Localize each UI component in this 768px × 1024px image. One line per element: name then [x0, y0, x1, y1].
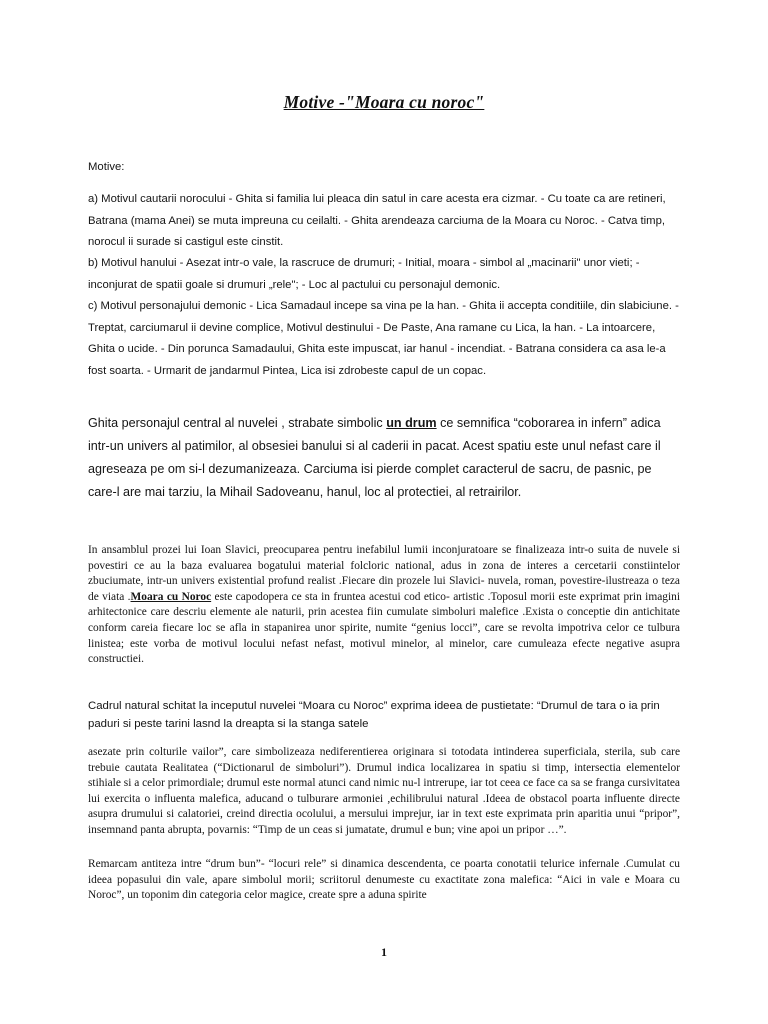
motive-heading: Motive: — [88, 161, 125, 173]
paragraph-motive-c: c) Motivul personajului demonic - Lica Samadaul incepe sa vina pe la han. - Ghita ii accepta conditiile, din slabiciune. - Treptat, carciumarul ii devine complice, Motivul destinului - De Paste, Ana ramane cu Lica, la han. - La intoarcere, Ghita o ucide. - Din porunca Samadaului, Ghita este impuscat, iar hanul - incendiat. - Batrana considera ca asa le-a fost soarta. - Urmarit de jandarmul Pintea, Lica isi zdrobeste capul de un copac. — [88, 300, 679, 377]
un-drum-link[interactable]: un drum — [386, 416, 437, 430]
paragraph-cadrul-natural: Cadrul natural schitat la inceputul nuvelei “Moara cu Noroc” exprima ideea de pustietate: “Drumul de tara o ia prin paduri si peste tarini lasnd la dreapta si la stanga satele — [88, 700, 660, 730]
page-title: Motive -"Moara cu noroc" — [283, 92, 485, 112]
paragraph-asezate: asezate prin colturile vailor”, care simbolizeaza nediferentierea originara si totodata intinderea superficiala, sterila, sub care trebuie cautata Realitatea (“Dictionarul de simboluri”). Drumul indica localizarea in spatiu si timp, intersectia elementelor stihiale si a celor primordiale; drumul este normal atunci cand nimic nu-l intrerupe, iar tot ceea ce face ca sa se franga cursivitatea lui exercita o influenta malefica, aducand o tulburare armoniei ,echilibrului natural .Ideea de obstacol poarta influente directe asupra drumului si calatoriei, creind directia ocolului, a mersului imprejur, iar in text este exprimata prin aparitia unui “pripor”, insemnand panta abrupta, povarnis: “Timp de un ceas si jumatate, drumul e bun; vine apoi un pripor …”. — [88, 746, 680, 836]
paragraph-ghita-text-start: Ghita personajul central al nuvelei , strabate simbolic — [88, 416, 387, 430]
paragraph-remarcam: Remarcam antiteza intre “drum bun”- “locuri rele” si dinamica descendenta, ce poarta conotatii telurice infernale .Cumulat cu ideea popasului din vale, apare simbolul morii; scriitorul denumeste cu exactitate zona malefica: “Aici in vale e Moara cu Noroc”, un toponim din categoria celor magice, create spre a aduna spirite — [88, 858, 680, 902]
paragraph-ghita — [88, 412, 680, 504]
moara-cu-noroc-link[interactable]: Moara cu Noroc — [130, 590, 212, 603]
paragraph-ansamblu-text-start: In ansamblul prozei lui Ioan Slavici, preocuparea pentru inefabilul lumii inconjuratoare se finalizeaza intr-o suita de nuvele si povestiri ce au la baza evaluarea bogatului material folcloric national, adus in zona de interes a cercetarii constiintelor zbuciumate, intr-un univers existential profund realist .Fiecare din prozele lui Slavici- nuvela, roman, povestire-ilustreaza o teza de viata . — [88, 544, 680, 603]
paragraph-ansamblu — [88, 543, 680, 668]
paragraph-ansamblu-text-end: este capodopera ce sta in fruntea acestui cod etico- artistic .Toposul morii este exprimat prin imagini arhitectonice care descriu elemente ale naturii, prin acestea fiin cumulate simboluri malefice .Exista o conceptie din antichitate conform careia fiecare loc se afla in stapanirea unor spirite, numite “genius locci”, care se revolta impotriva celor ce tulbura linistea; este vorba de motivul locului nefast nefast, motivul minelor, al minelor, care cumuleaza efecte negative asupra constructiei. — [88, 590, 680, 666]
paragraph-motive-b: b) Motivul hanului - Asezat intr-o vale, la rascruce de drumuri; - Initial, moara - simbol al „macinarii" unor vieti; - inconjurat de spatii goale si drumuri „rele"; - Loc al pactului cu personajul demonic. — [88, 257, 640, 291]
paragraph-motive-a: a) Motivul cautarii norocului - Ghita si familia lui pleaca din satul in care acesta era cizmar. - Cu toate ca are retineri, Batrana (mama Anei) se muta impreuna cu ceilalti. - Ghita arendeaza carciuma de la Moara cu Noroc. - Catva timp, norocul ii surade si castigul este cinstit. — [88, 193, 666, 248]
paragraph-ghita-text-end: ce semnifica “coborarea in infern” adica intr-un univers al patimilor, al obsesiei banului si al caderii in pacat. Acest spatiu este unul nefast care il agreseaza pe om si-l dezumanizeaza. Carciuma isi pierde complet caracterul de sacru, de pasnic, pe care-l are mai tarziu, la Mihail Sadoveanu, hanul, loc al protectiei, al retrairilor. — [88, 416, 661, 499]
page-number: 1 — [381, 945, 387, 959]
